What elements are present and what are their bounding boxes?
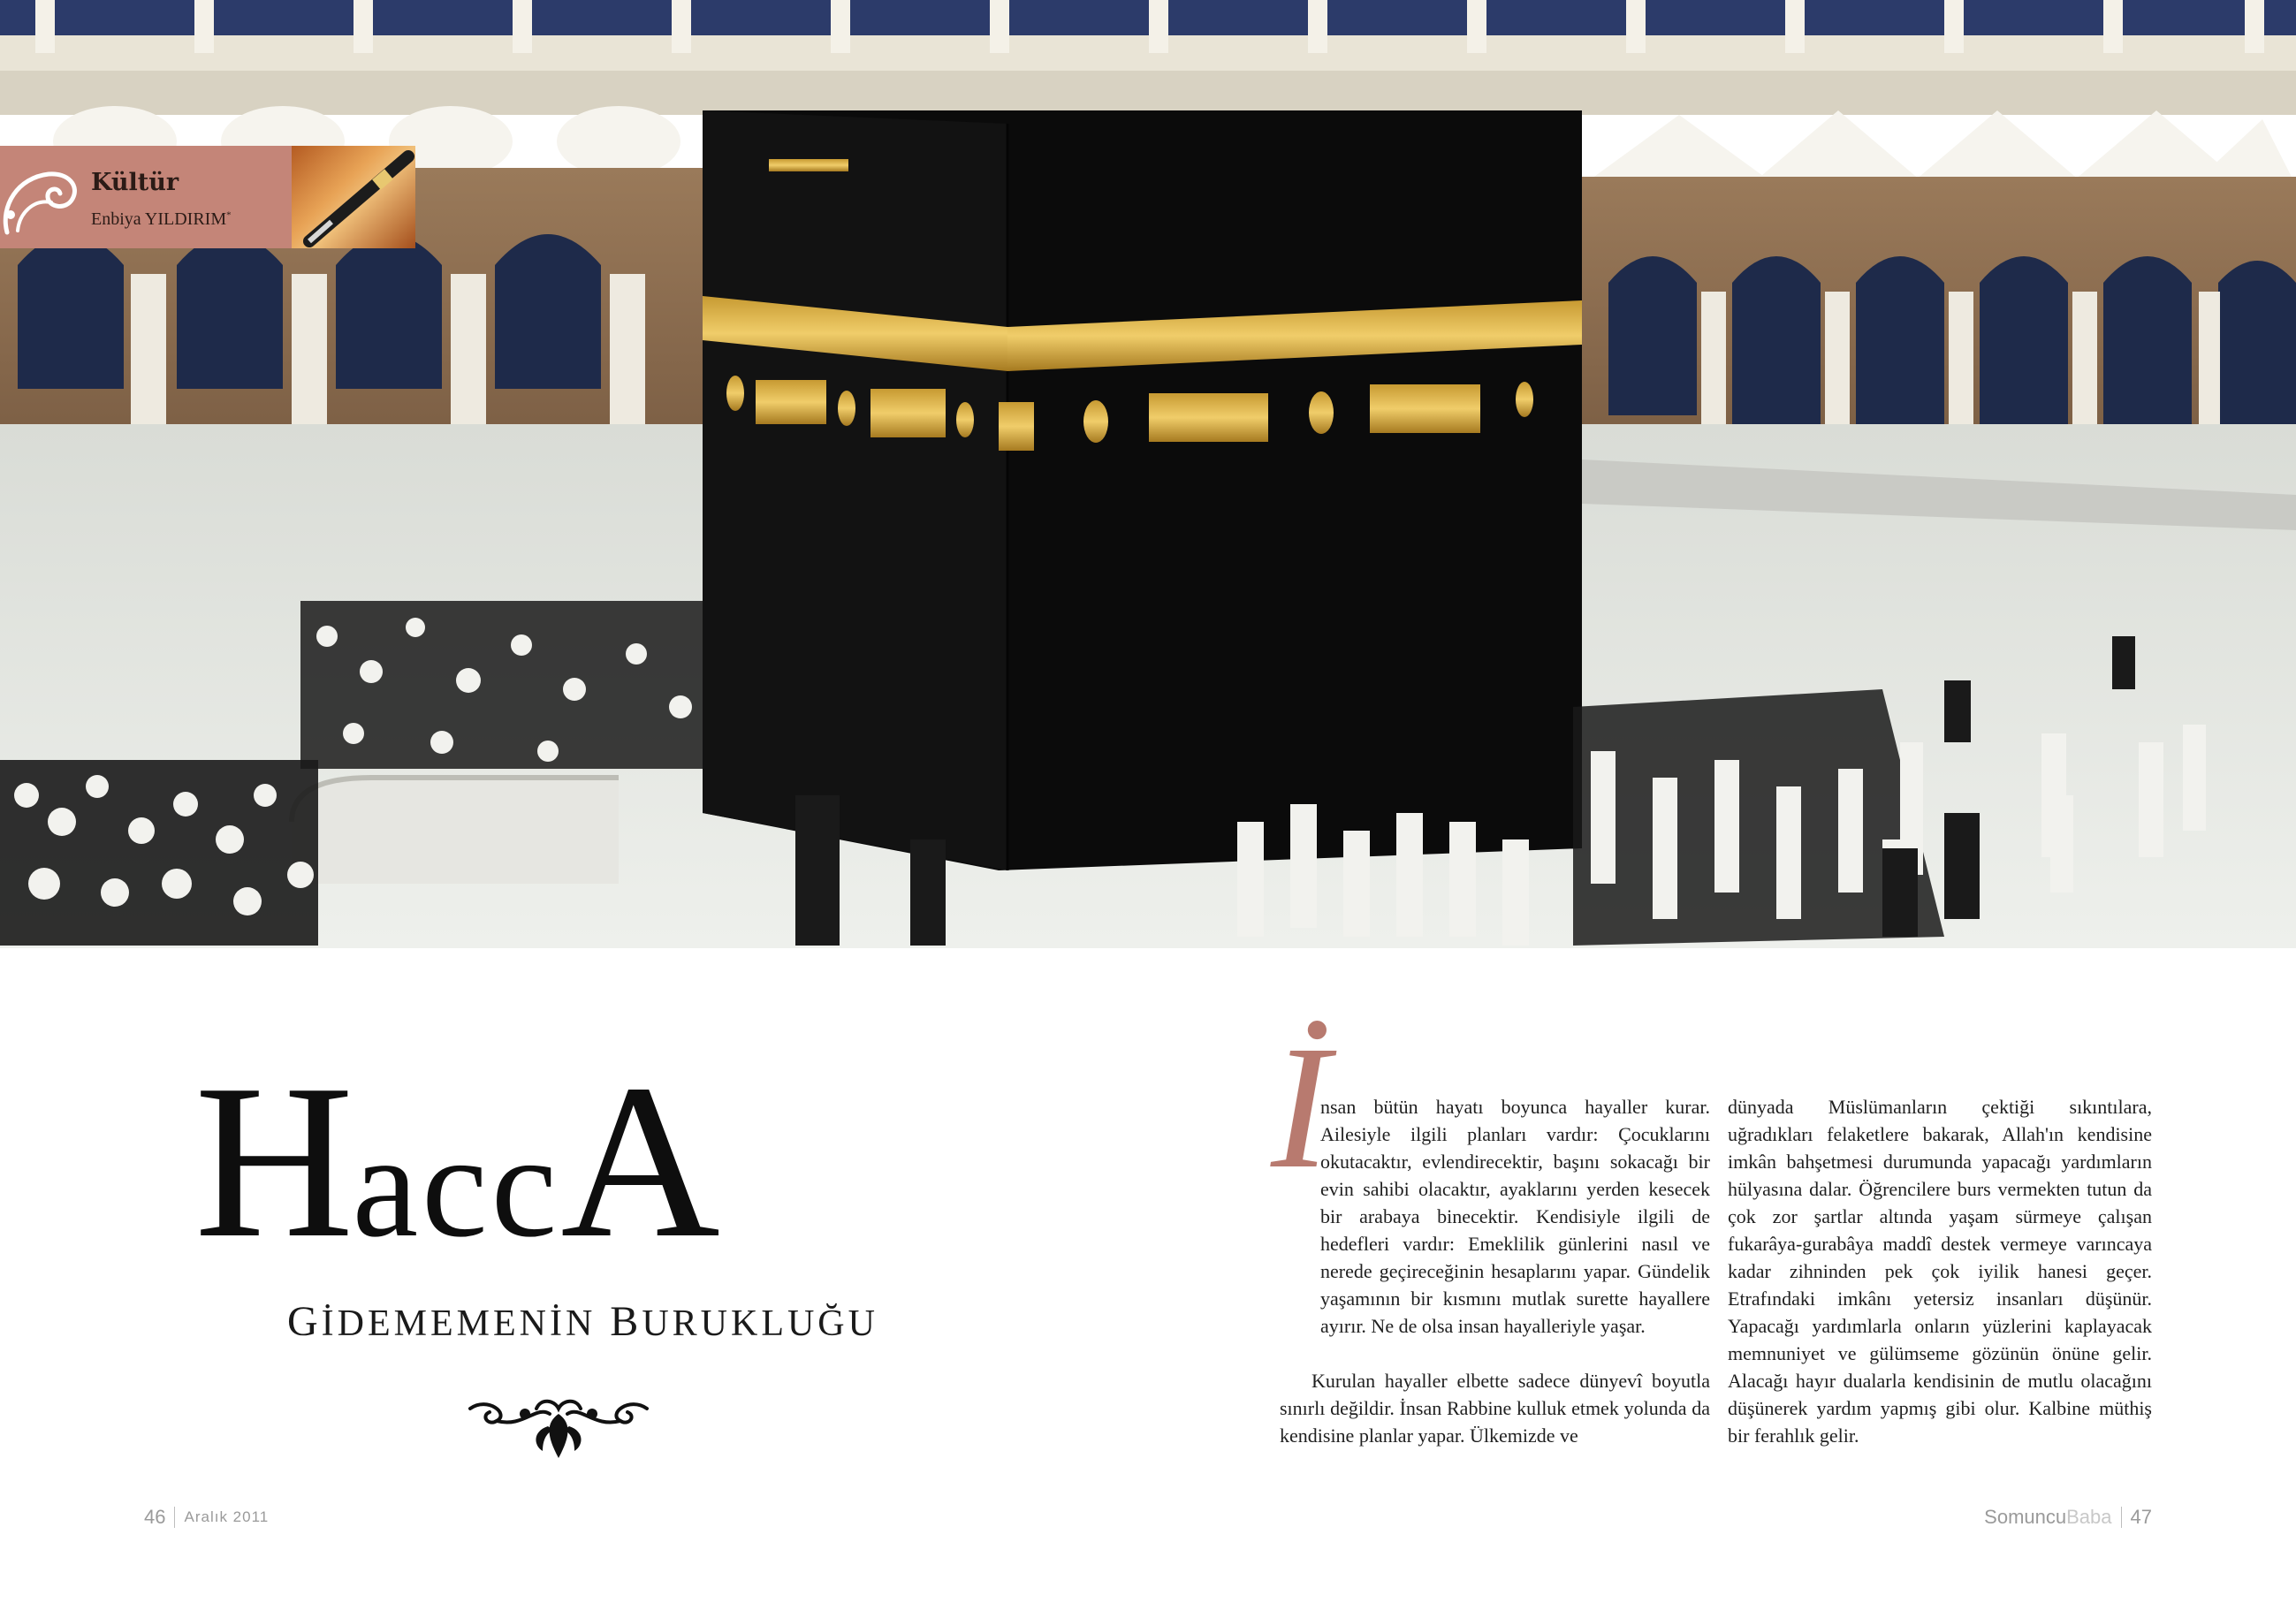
- author-name: [91, 209, 232, 230]
- footer-divider: [2121, 1507, 2122, 1528]
- magazine-brand: [1984, 1506, 2111, 1529]
- author-footnote-mark: *: [226, 209, 232, 221]
- footer-right: [1984, 1506, 2152, 1529]
- category-label: Kültür: [91, 169, 179, 196]
- headline-small: acc: [352, 1104, 561, 1268]
- swirl-ornament-icon: [0, 162, 84, 238]
- paragraph-2: Kurulan hayaller elbette sadece dünyevî boyutla sınırlı değildir. İnsan Rabbine kulluk etmek yolunda da kendisine planlar yapar. Ülkemizde ve: [1280, 1370, 1710, 1447]
- category-tag-bg: [0, 146, 292, 248]
- subtitle-rest-2: URUKLUĞU: [642, 1303, 878, 1344]
- brand-part-1: Somuncu: [1984, 1506, 2067, 1528]
- flourish-ornament-icon: [461, 1396, 656, 1462]
- paragraph-gap: [1280, 1340, 1710, 1367]
- body-column-1: [1280, 1093, 1710, 1449]
- brand-part-2: Baba: [2066, 1506, 2112, 1528]
- headline-cap-h: H: [194, 1039, 353, 1284]
- headline-cap-a: A: [560, 1039, 718, 1284]
- page-number-left: 46: [144, 1506, 166, 1528]
- author-name-text: Enbiya YILDIRIM: [91, 209, 227, 229]
- footer-divider: [174, 1507, 175, 1528]
- headline: [194, 1039, 990, 1284]
- paragraph-3: dünyada Müslümanların çektiği sıkıntılara, uğradıkları felaketlere bakarak, Allah'ın kendisine imkân bahşetmesi durumunda yapacağı yardımların hülyasına dalar. Öğrencilere burs vermekten tutun da çok zor şartlar altında yaşam sürmeye çalışan fukarâya-gurabâya maddî destek vermeye varıncaya kadar zihninden pek çok iyilik hanesi geçer. Etrafındaki imkânı yetersiz insanları düşünür. Yapacağı yardımlarla onların yüzlerini kaplayacak memnuniyet ve gülümseme gözünün önüne gelir. Alacağı hayır dualarla kendisinin de mutlu olacağını düşünerek yardım yapmış gibi olur. Kalbine müthiş bir ferahlık gelir.: [1728, 1096, 2152, 1447]
- fountain-pen-icon: [292, 146, 415, 248]
- paragraph-1: nsan bütün hayatı boyunca hayaller kurar. Ailesiyle ilgili planları vardır: Çocuklarını okutacaktır, evlendirecektir, başını sokacağı bir evin sahibi olacaktır, ayaklarını yerden kesecek bir arabaya binecektir. Kendisiyle ilgili de hedefleri vardır: Emeklilik günlerini nasıl ve nerede geçireceğinin hesaplarını yapar. Gündelik yaşamının bir kısmını mutlak surette hayallere ayırır. Ne de olsa insan hayalleriyle yaşar.: [1320, 1096, 1710, 1337]
- category-tag: [0, 146, 415, 248]
- body-column-2: [1728, 1093, 2152, 1449]
- article-subtitle: [287, 1297, 878, 1346]
- page-number-right: 47: [2130, 1506, 2152, 1528]
- subtitle-rest-1: İDEMEMENİN: [321, 1303, 597, 1344]
- subtitle-cap-2: B: [610, 1298, 642, 1345]
- subtitle-cap-1: G: [287, 1298, 322, 1345]
- pen-image: [292, 146, 415, 248]
- issue-date: Aralık 2011: [184, 1508, 270, 1525]
- drop-cap-letter: İ: [1271, 1012, 1330, 1180]
- article-title: [194, 1039, 990, 1284]
- footer-left: [144, 1506, 269, 1529]
